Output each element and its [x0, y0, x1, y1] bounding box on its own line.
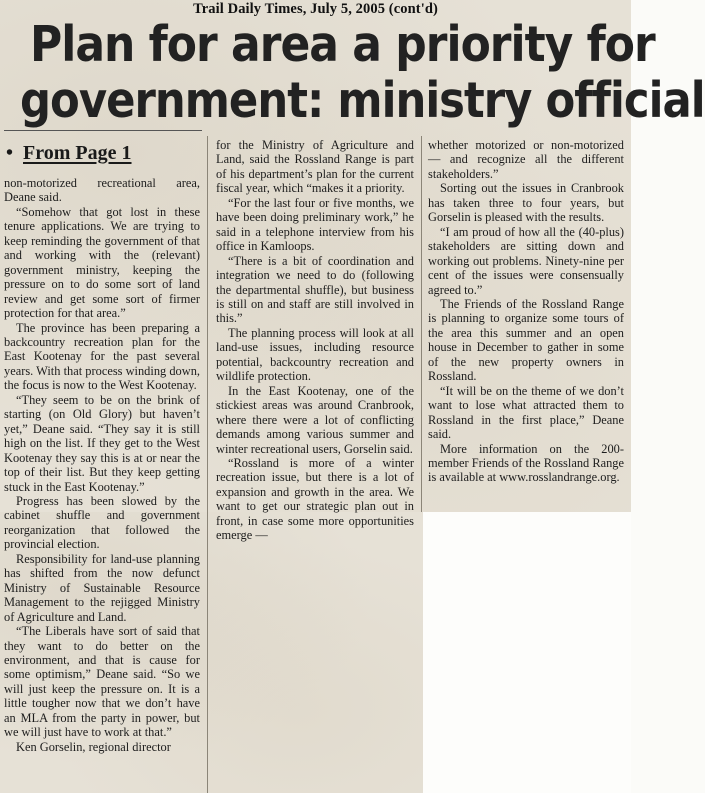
paragraph: Responsibility for land-use planning has shifted from the now defunct Ministry of Sustainable Resource Management to the rejigged Ministry of Agriculture and Land. — [4, 551, 200, 624]
paragraph: “There is a bit of coordination and integration we need to do (following the departmental shuffle), but business is still on and staff are still involved in this.” — [216, 253, 414, 326]
dateline: Trail Daily Times, July 5, 2005 (cont'd) — [193, 1, 438, 17]
paragraph: The planning process will look at all land-use issues, including resource potential, backcountry recreation and wildlife protection. — [216, 325, 414, 384]
paragraph: “Rossland is more of a winter recreation issue, but there is a lot of expansion and growth in the area. We want to get our strategic plan out in front, in case some more opportunities emerge — — [216, 455, 414, 543]
paragraph: Ken Gorselin, regional director — [16, 739, 171, 754]
jump-line — [6, 142, 132, 165]
paragraph: Progress has been slowed by the cabinet shuffle and government reorganization that followed the provincial election. — [4, 493, 200, 552]
paragraph: for the Ministry of Agriculture and Land, said the Rossland Range is part of his department’s plan for the current fiscal year, which “makes it a priority. — [216, 138, 414, 196]
article-column-1 — [4, 176, 200, 754]
paragraph: whether motorized or non-motorized — and recognize all the different stakeholders.” — [428, 138, 624, 181]
headline-line-2: government: ministry official — [20, 72, 705, 130]
paragraph: “It will be on the theme of we don’t want to lose what attracted them to Rossland in the first place,” Deane said. — [428, 383, 624, 442]
paragraph: In the East Kootenay, one of the stickiest areas was around Cranbrook, where there were a lot of conflicting demands among various summer and winter recreational users, Gorselin said. — [216, 383, 414, 456]
paragraph: “The Liberals have sort of said that they want to do better on the environment, and that is cause for some optimism,” Deane said. “So we will just keep the pressure on. It is a little tougher now that we don’t have an MLA from the party in power, but we will just have to work at that.” — [4, 624, 200, 740]
paragraph: “For the last four or five months, we have been doing preliminary work,” he said in a telephone interview from his office in Kamloops. — [216, 195, 414, 254]
jump-bullet: • — [6, 142, 14, 164]
jump-label: From Page 1 — [23, 142, 132, 164]
paragraph: More information on the 200-member Friends of the Rossland Range is available at www.rosslandrange.org. — [428, 441, 624, 485]
paragraph: The province has been preparing a backcountry recreation plan for the East Kootenay for the past several years. With that process winding down, the focus is now to the West Kootenay. — [4, 320, 200, 393]
article-column-3 — [428, 138, 624, 485]
column-divider-1 — [207, 136, 208, 793]
column-divider-2 — [421, 136, 422, 512]
paragraph: Sorting out the issues in Cranbrook has taken three to four years, but Gorselin is pleased with the results. — [428, 181, 624, 225]
paragraph: non-motorized recreational area, Deane said. — [4, 176, 200, 205]
headline-line-1: Plan for area a priority for — [30, 16, 655, 74]
paragraph: “Somehow that got lost in these tenure applications. We are trying to keep reminding the government of that and working with the (relevant) government ministry, keeping the pressure on to do some sort of land review and get some sort of firmer protection for that area.” — [4, 204, 200, 321]
paragraph: The Friends of the Rossland Range is planning to organize some tours of the area this summer and an open house in December to gather in some of the new property owners in Rossland. — [428, 296, 624, 384]
jump-rule — [4, 130, 202, 131]
paragraph: “I am proud of how all the (40-plus) stakeholders are sitting down and working out problems. Ninety-nine per cent of the issues were consensually agreed to.” — [428, 224, 624, 297]
article-column-2 — [216, 138, 414, 543]
blank-area — [423, 512, 631, 793]
paragraph: “They seem to be on the brink of starting (on Old Glory) but haven’t yet,” Deane said. “They say it is still high on the list. If they get to the West Kootenay they say this is at or near the top of their list. But they keep getting stuck in the East Kootenay.” — [4, 392, 200, 494]
